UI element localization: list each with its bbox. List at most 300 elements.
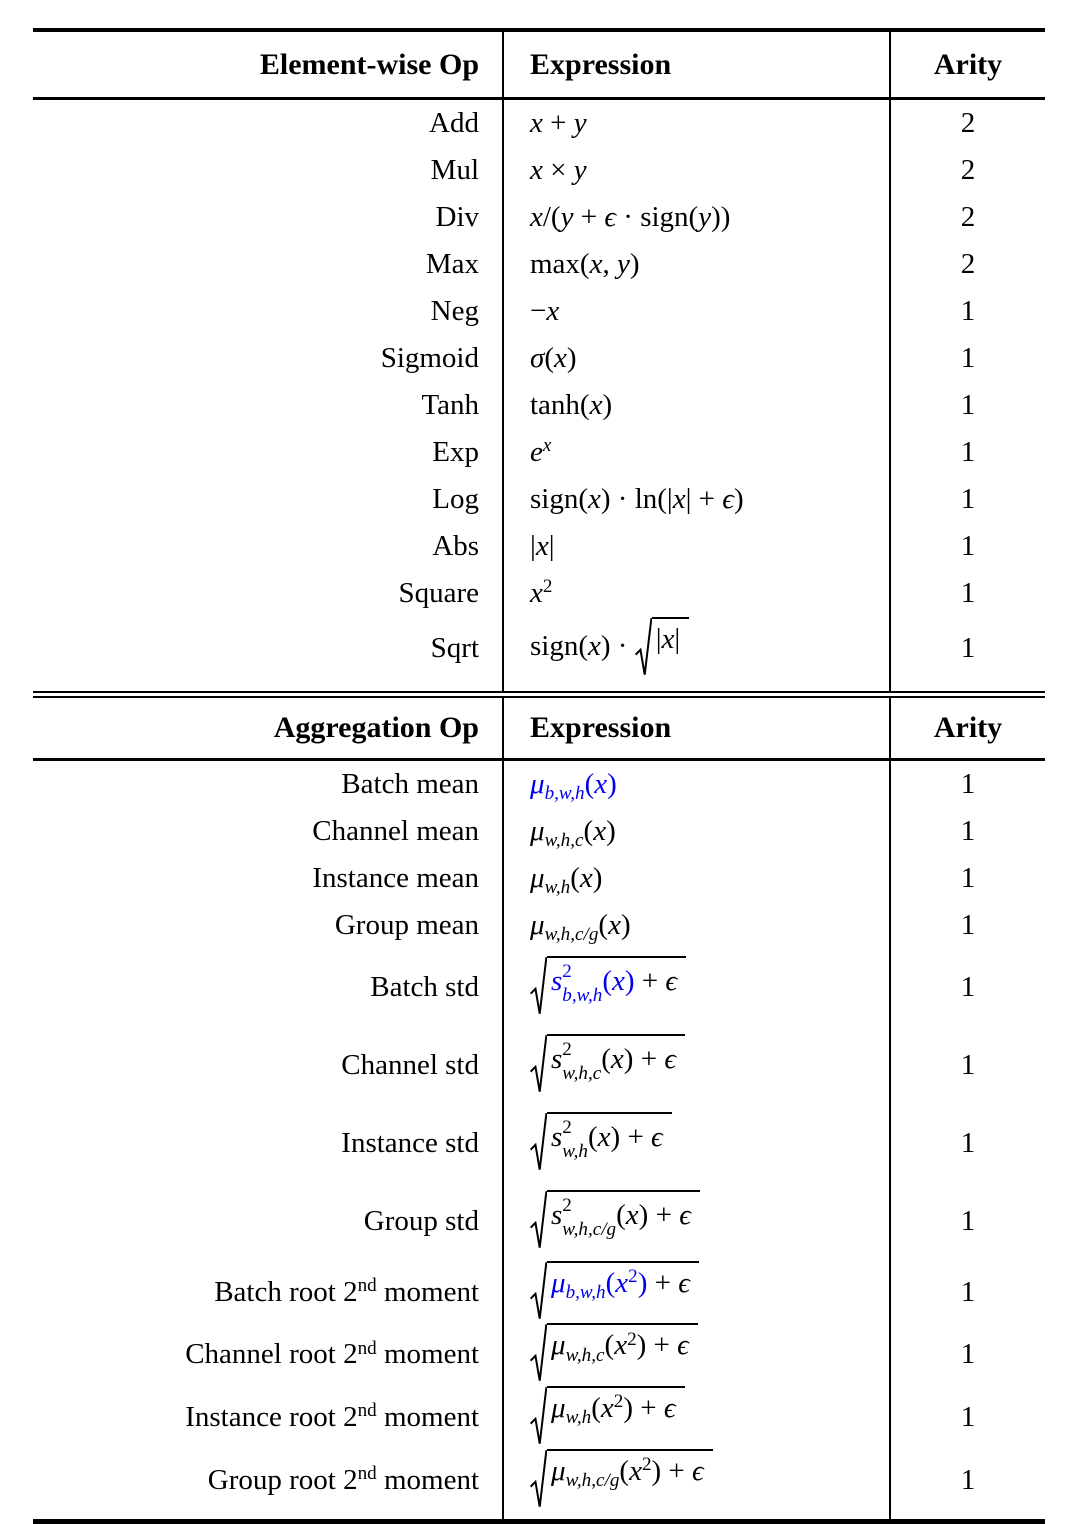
op-label xyxy=(33,382,503,429)
superscript xyxy=(628,1266,638,1287)
arity-value: 1 xyxy=(890,1183,1045,1261)
math-text: ) + xyxy=(638,1199,680,1232)
op-label xyxy=(33,99,503,148)
math-variable: b,w,h xyxy=(565,1281,606,1303)
arity-value: 1 xyxy=(890,855,1045,902)
op-expression xyxy=(503,808,890,855)
table-row xyxy=(33,288,1045,335)
op-expression xyxy=(503,335,890,382)
math-variable: ϵ xyxy=(677,1329,689,1362)
op-expression xyxy=(503,288,890,335)
math-text: + xyxy=(647,1266,679,1299)
subscript xyxy=(545,783,585,804)
sup-sub-stack xyxy=(562,1040,601,1083)
header-row xyxy=(33,32,1045,99)
arity-value: 1 xyxy=(890,808,1045,855)
sqrt-radical xyxy=(530,1112,672,1173)
math-text: moment xyxy=(376,1338,479,1371)
superscript xyxy=(358,1463,377,1484)
arity-value: 2 xyxy=(890,147,1045,194)
math-text: × xyxy=(542,154,574,186)
op-expression xyxy=(503,382,890,429)
math-text: ) xyxy=(637,1266,648,1299)
op-expression xyxy=(503,570,890,617)
math-variable: ϵ xyxy=(679,1199,691,1232)
math-variable: s xyxy=(551,1043,563,1076)
arity-value: 1 xyxy=(890,1261,1045,1324)
radical-sign-icon xyxy=(530,1323,547,1384)
math-text: tanh( xyxy=(530,389,590,421)
math-text: Sigmoid xyxy=(380,342,479,374)
math-variable: μ xyxy=(551,1391,566,1424)
superscript xyxy=(358,1275,377,1296)
arity-value: 1 xyxy=(890,1323,1045,1386)
math-text: Tanh xyxy=(421,389,479,421)
table-row xyxy=(33,1261,1045,1324)
op-label xyxy=(33,523,503,570)
math-text: + xyxy=(634,965,666,998)
radical-sign-icon xyxy=(530,1386,547,1447)
op-expression xyxy=(503,194,890,241)
column-header-expression: Expression xyxy=(503,32,890,99)
math-variable: ϵ xyxy=(665,965,678,998)
table-row xyxy=(33,1449,1045,1519)
math-text: | + xyxy=(685,483,723,515)
element-wise-rows xyxy=(33,99,1045,691)
math-variable: x xyxy=(594,767,608,800)
math-text: Instance mean xyxy=(312,861,479,894)
math-text: Max xyxy=(425,248,479,280)
radical-sign-icon xyxy=(530,956,547,1017)
op-label xyxy=(33,1449,503,1519)
math-variable: s xyxy=(551,1121,563,1154)
math-variable: s xyxy=(551,965,563,998)
op-label xyxy=(33,1261,503,1324)
math-text: nd xyxy=(357,1337,377,1359)
table-row xyxy=(33,241,1045,288)
table-row xyxy=(33,570,1045,617)
math-text: ) xyxy=(733,483,744,515)
math-variable: w,h,c/g xyxy=(544,924,599,946)
column-header-aggregation-op: Aggregation Op xyxy=(33,698,503,760)
subscript xyxy=(566,1407,592,1428)
table-row xyxy=(33,808,1045,855)
superscript xyxy=(543,576,553,597)
op-label xyxy=(33,949,503,1027)
math-variable: x xyxy=(661,622,675,655)
op-expression xyxy=(503,1027,890,1105)
math-variable: ϵ xyxy=(604,201,617,233)
arity-value: 1 xyxy=(890,429,1045,476)
sqrt-radical xyxy=(530,1323,698,1384)
op-label xyxy=(33,147,503,194)
math-variable: μ xyxy=(530,861,545,894)
math-text: Group root 2 xyxy=(207,1463,358,1496)
op-label xyxy=(33,617,503,691)
math-text: Channel std xyxy=(341,1049,479,1082)
math-text: Channel root 2 xyxy=(185,1338,358,1371)
arity-value: 1 xyxy=(890,476,1045,523)
math-variable: x xyxy=(589,248,603,280)
table-row xyxy=(33,1105,1045,1183)
arity-value: 1 xyxy=(890,523,1045,570)
op-label xyxy=(33,759,503,808)
math-text: moment xyxy=(376,1275,479,1308)
math-text: ) xyxy=(606,814,616,847)
math-text: ) xyxy=(620,908,631,941)
subscript xyxy=(545,924,599,945)
arity-value: 1 xyxy=(890,902,1045,949)
op-expression xyxy=(503,1323,890,1386)
math-text: Add xyxy=(429,107,479,139)
bottom-rule xyxy=(33,1519,1045,1524)
table-row xyxy=(33,429,1045,476)
math-variable: x xyxy=(614,1329,628,1362)
math-variable: x xyxy=(588,630,601,663)
table-row xyxy=(33,1027,1045,1105)
math-text: ) · ln(| xyxy=(600,483,673,515)
math-text: − xyxy=(530,295,547,327)
op-expression xyxy=(503,147,890,194)
math-variable: y xyxy=(698,201,712,233)
op-label xyxy=(33,288,503,335)
arity-value: 1 xyxy=(890,1449,1045,1519)
op-label xyxy=(33,241,503,288)
op-expression xyxy=(503,429,890,476)
arity-value: 1 xyxy=(890,1027,1045,1105)
math-text: ) + xyxy=(623,1391,664,1424)
op-label xyxy=(33,570,503,617)
subscript xyxy=(566,1345,605,1366)
math-variable: x xyxy=(588,483,601,515)
table-row xyxy=(33,1183,1045,1261)
radical-sign-icon xyxy=(530,1190,547,1251)
math-variable: x xyxy=(597,1121,611,1154)
math-variable: e xyxy=(530,436,543,468)
column-header-elementwise-op: Element-wise Op xyxy=(33,32,503,99)
math-variable: μ xyxy=(551,1454,566,1487)
math-variable: x xyxy=(542,435,552,457)
math-variable: y xyxy=(573,154,587,186)
math-text: 2 xyxy=(627,1328,637,1350)
math-text: ( xyxy=(616,1199,626,1232)
op-expression xyxy=(503,1386,890,1449)
math-variable: s xyxy=(551,1199,563,1232)
math-text: Square xyxy=(398,577,479,609)
math-variable: y xyxy=(573,107,587,139)
math-text: ( xyxy=(619,1454,630,1487)
math-text: Group std xyxy=(363,1205,479,1238)
math-variable: x xyxy=(629,1454,642,1487)
radical-sign-icon xyxy=(635,617,652,678)
math-variable: ϵ xyxy=(651,1121,663,1154)
math-text: moment xyxy=(376,1463,479,1496)
math-variable: x xyxy=(579,861,593,894)
math-variable: w,h,c/g xyxy=(562,1219,617,1241)
element-wise-op-table xyxy=(33,32,1045,691)
sqrt-radical xyxy=(530,1449,713,1510)
math-text: 2 xyxy=(613,1391,624,1413)
op-label xyxy=(33,429,503,476)
arity-value: 1 xyxy=(890,288,1045,335)
blue-highlight-group xyxy=(551,1265,648,1303)
math-text: 2 xyxy=(628,1265,638,1287)
math-variable: w,h xyxy=(565,1407,592,1429)
math-variable: x xyxy=(608,908,621,941)
table-row xyxy=(33,523,1045,570)
table-row xyxy=(33,902,1045,949)
math-text: sign( xyxy=(530,483,588,515)
math-text: | xyxy=(530,530,536,562)
math-text: | xyxy=(674,622,681,655)
math-text: + xyxy=(573,201,605,233)
math-text: ) xyxy=(629,248,640,280)
math-text: 2 xyxy=(562,1039,572,1061)
math-variable: b,w,h xyxy=(544,783,585,805)
blue-highlight-group xyxy=(530,767,617,805)
math-text: ) + xyxy=(636,1329,678,1362)
arity-value: 1 xyxy=(890,617,1045,691)
sup-sub-stack xyxy=(562,1118,588,1161)
math-variable: w,h xyxy=(562,1141,588,1163)
column-header-arity: Arity xyxy=(890,32,1045,99)
op-label xyxy=(33,1323,503,1386)
arity-value: 1 xyxy=(890,759,1045,808)
math-variable: σ xyxy=(530,342,545,374)
math-text: + xyxy=(542,107,574,139)
math-text: ( xyxy=(584,767,595,800)
header-row xyxy=(33,698,1045,760)
op-label xyxy=(33,1386,503,1449)
math-text: max( xyxy=(530,248,590,280)
op-label xyxy=(33,808,503,855)
math-text: ) + xyxy=(651,1454,693,1487)
blue-highlight-group xyxy=(551,961,635,1007)
math-text: ( xyxy=(570,861,580,894)
op-expression xyxy=(503,523,890,570)
sqrt-radical xyxy=(530,1386,685,1447)
math-variable: y xyxy=(616,248,630,280)
radical-sign-icon xyxy=(530,1034,547,1095)
math-text: 2 xyxy=(562,1117,572,1139)
table-row xyxy=(33,99,1045,148)
subscript xyxy=(545,830,584,851)
table-row xyxy=(33,617,1045,691)
op-label xyxy=(33,1105,503,1183)
math-variable: w,h,c/g xyxy=(565,1469,620,1491)
sqrt-radical xyxy=(530,1034,685,1095)
section-divider-rule xyxy=(33,691,1045,698)
aggregation-op-table xyxy=(33,698,1045,1519)
math-variable: ϵ xyxy=(678,1266,690,1299)
math-variable: μ xyxy=(530,767,545,800)
math-variable: w,h,c xyxy=(562,1063,602,1085)
math-variable: x xyxy=(610,1043,624,1076)
subscript xyxy=(545,877,571,898)
math-variable: x xyxy=(625,1199,639,1232)
arity-value: 1 xyxy=(890,1105,1045,1183)
math-text: Group mean xyxy=(334,908,479,941)
sqrt-radical xyxy=(635,617,690,678)
math-text: ( xyxy=(605,1266,616,1299)
op-label xyxy=(33,1183,503,1261)
math-variable: b,w,h xyxy=(562,985,603,1007)
math-variable: x xyxy=(530,201,543,233)
math-variable: x xyxy=(535,530,549,562)
math-text: Exp xyxy=(432,436,479,468)
math-text: ( xyxy=(587,1121,598,1154)
sup-sub-stack xyxy=(562,1196,616,1239)
math-variable: w,h,c xyxy=(544,830,584,852)
table-row xyxy=(33,759,1045,808)
math-variable: y xyxy=(560,201,574,233)
subscript xyxy=(566,1282,606,1303)
op-expression xyxy=(503,902,890,949)
math-variable: μ xyxy=(551,1329,566,1362)
math-text: ( xyxy=(598,908,609,941)
arity-value: 2 xyxy=(890,194,1045,241)
op-expression xyxy=(503,1183,890,1261)
math-variable: μ xyxy=(530,908,545,941)
math-text: ) xyxy=(607,767,617,800)
math-variable: x xyxy=(553,342,567,374)
math-variable: μ xyxy=(530,814,545,847)
math-variable: w,h xyxy=(544,877,571,899)
math-variable: x xyxy=(600,1391,614,1424)
superscript xyxy=(642,1454,652,1475)
superscript xyxy=(627,1329,637,1350)
math-text: )) xyxy=(711,201,731,233)
math-variable: x xyxy=(672,483,686,515)
math-variable: x xyxy=(593,814,607,847)
math-text: ) xyxy=(602,389,613,421)
math-variable: x xyxy=(530,154,543,186)
math-text: nd xyxy=(357,1463,377,1485)
math-text: Abs xyxy=(432,530,479,562)
math-text: sign( xyxy=(640,201,699,233)
op-label xyxy=(33,194,503,241)
math-text: ( xyxy=(591,1391,601,1424)
op-expression xyxy=(503,949,890,1027)
op-label xyxy=(33,1027,503,1105)
math-text: ) xyxy=(592,861,603,894)
math-text: Sqrt xyxy=(430,631,479,664)
math-text: Mul xyxy=(430,154,479,186)
math-text: 2 xyxy=(542,576,553,598)
arity-value: 1 xyxy=(890,949,1045,1027)
math-variable: μ xyxy=(551,1266,566,1299)
sqrt-radical xyxy=(530,1261,699,1322)
arity-value: 2 xyxy=(890,99,1045,148)
math-text: Log xyxy=(432,483,479,515)
arity-value: 1 xyxy=(890,1386,1045,1449)
arity-value: 2 xyxy=(890,241,1045,288)
op-expression xyxy=(503,1449,890,1519)
math-text: | xyxy=(548,530,555,562)
table-row xyxy=(33,949,1045,1027)
math-variable: x xyxy=(615,1266,629,1299)
arity-value: 1 xyxy=(890,382,1045,429)
math-text: Batch root 2 xyxy=(214,1275,358,1308)
column-header-expression: Expression xyxy=(503,698,890,760)
table-row xyxy=(33,1323,1045,1386)
sup-sub-stack xyxy=(562,962,602,1005)
table-row xyxy=(33,476,1045,523)
op-expression xyxy=(503,241,890,288)
math-text: nd xyxy=(357,1274,377,1296)
table-row xyxy=(33,335,1045,382)
math-text: ) xyxy=(566,342,577,374)
arity-value: 1 xyxy=(890,335,1045,382)
math-text: ( xyxy=(583,814,594,847)
math-text: Channel mean xyxy=(312,814,479,847)
math-variable: x xyxy=(530,107,543,139)
op-label xyxy=(33,902,503,949)
math-text: Neg xyxy=(430,295,479,327)
math-text: Instance root 2 xyxy=(185,1400,358,1433)
math-text: sign( xyxy=(530,630,588,663)
math-text: nd xyxy=(357,1400,377,1422)
math-text: ( xyxy=(604,1329,615,1362)
math-text: moment xyxy=(376,1400,479,1433)
column-header-arity: Arity xyxy=(890,698,1045,760)
table-row xyxy=(33,382,1045,429)
math-variable: ϵ xyxy=(664,1043,676,1076)
math-variable: w,h,c xyxy=(565,1344,605,1366)
superscript xyxy=(614,1391,624,1412)
op-expression xyxy=(503,99,890,148)
op-label xyxy=(33,476,503,523)
op-label xyxy=(33,855,503,902)
math-text: 2 xyxy=(562,961,572,983)
op-label xyxy=(33,335,503,382)
table-row xyxy=(33,147,1045,194)
sqrt-radical xyxy=(530,956,686,1017)
op-expression xyxy=(503,1105,890,1183)
radical-sign-icon xyxy=(530,1449,547,1510)
math-variable: ϵ xyxy=(663,1391,676,1424)
math-text: 2 xyxy=(562,1195,572,1217)
math-variable: x xyxy=(612,965,625,998)
table-row xyxy=(33,1386,1045,1449)
superscript xyxy=(543,435,552,456)
arity-value: 1 xyxy=(890,570,1045,617)
math-text: | xyxy=(655,622,662,655)
math-text: ) xyxy=(624,965,635,998)
superscript xyxy=(358,1400,377,1421)
math-variable: ϵ xyxy=(722,483,734,515)
math-variable: x xyxy=(546,295,560,327)
math-text: Batch std xyxy=(370,971,479,1004)
superscript xyxy=(358,1338,377,1359)
table-row xyxy=(33,855,1045,902)
op-expression xyxy=(503,1261,890,1324)
radical-sign-icon xyxy=(530,1261,547,1322)
radical-sign-icon xyxy=(530,1112,547,1173)
math-text: ) · xyxy=(600,630,635,663)
table-row xyxy=(33,194,1045,241)
op-expression xyxy=(503,617,890,691)
math-text: 2 xyxy=(641,1454,652,1476)
math-text: /( xyxy=(542,201,561,233)
aggregation-rows xyxy=(33,759,1045,1518)
op-expression xyxy=(503,476,890,523)
math-text: ( xyxy=(602,965,612,998)
math-text: Instance std xyxy=(341,1127,479,1160)
math-variable: ϵ xyxy=(692,1454,704,1487)
math-text: ) + xyxy=(610,1121,652,1154)
sqrt-radical xyxy=(530,1190,700,1251)
